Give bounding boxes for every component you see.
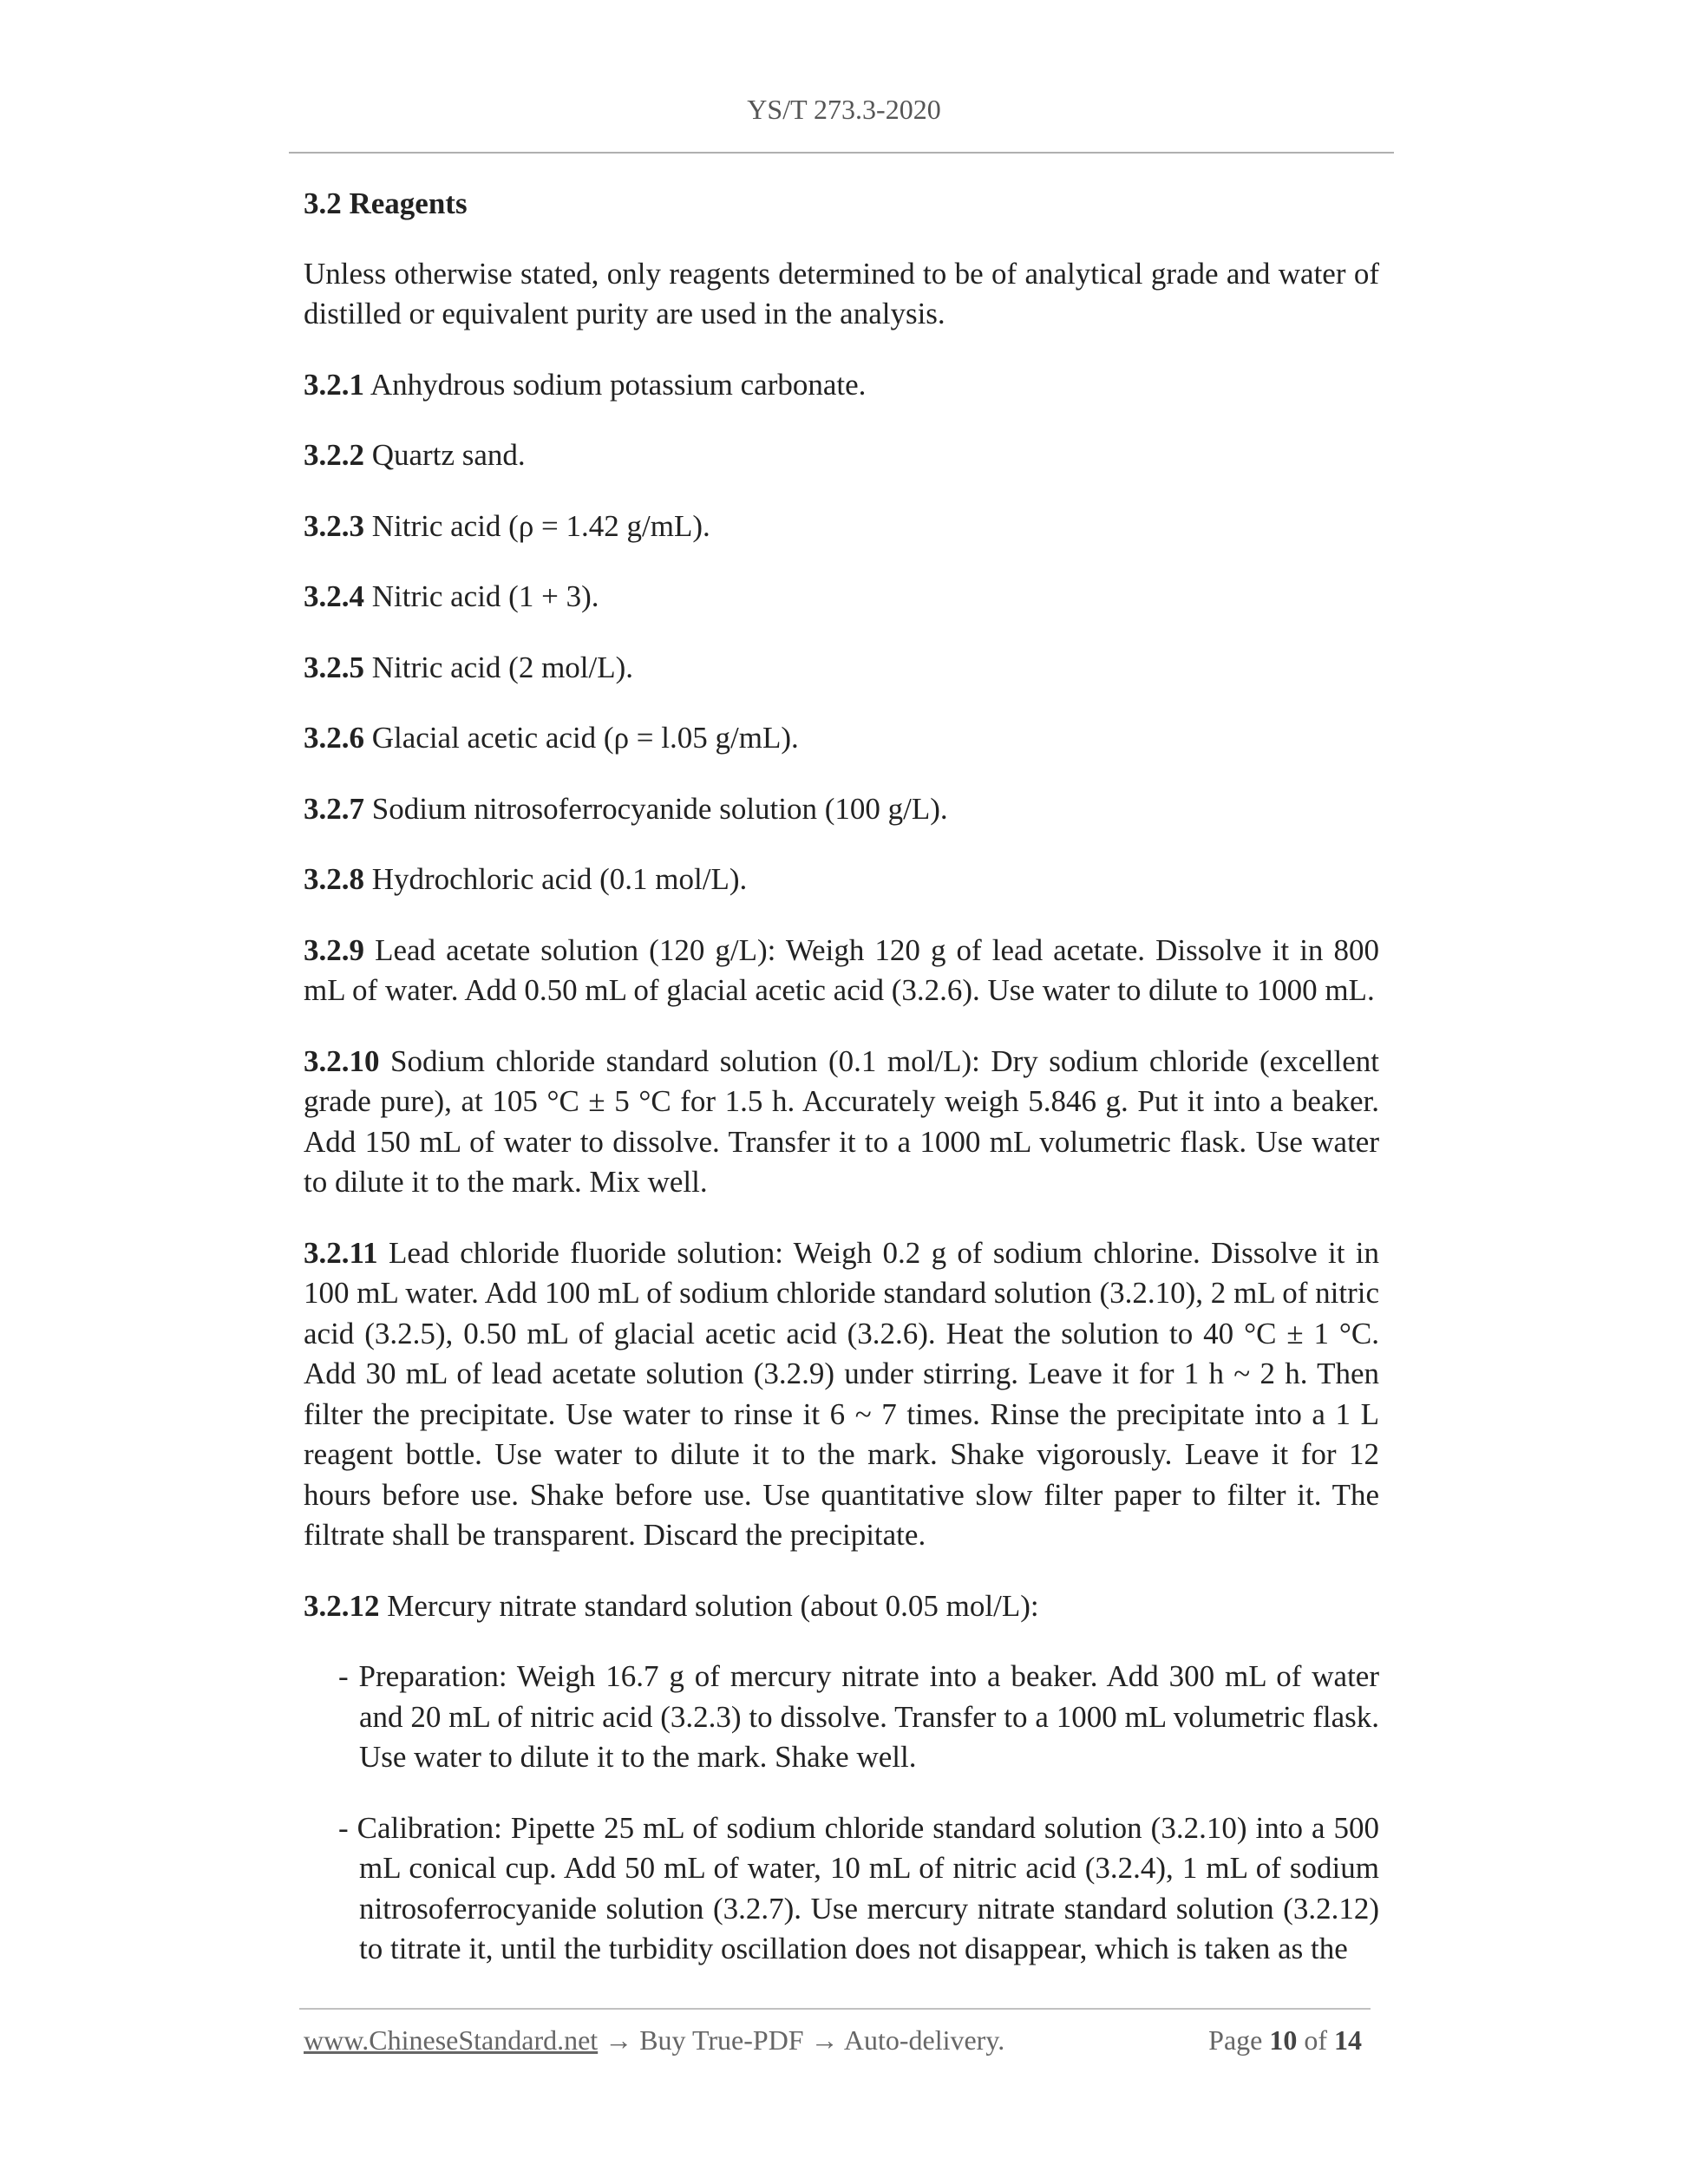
- page-number: 10: [1269, 2024, 1298, 2056]
- bullet-preparation: - Preparation: Weigh 16.7 g of mercury nitrate into a beaker. Add 300 mL of water and 20 mL of nitric acid (3.2.3) to dissolve. Transfer to a 1000 mL volumetric flask. Use water to dilute it to the mark. Shake well.: [338, 1659, 1379, 1774]
- item-text: Anhydrous sodium potassium carbonate.: [370, 367, 867, 402]
- footer-promo: [304, 2024, 1004, 2056]
- reagent-item: [304, 1586, 1379, 1627]
- arrow-icon: →: [605, 2024, 633, 2056]
- of-label: of: [1304, 2024, 1327, 2056]
- auto-delivery-text: Auto-delivery.: [843, 2024, 1005, 2056]
- item-text: Lead acetate solution (120 g/L): Weigh 120 g of lead acetate. Dissolve it in 800 mL of water. Add 0.50 mL of glacial acetic acid (3.2.6). Use water to dilute to 1000 mL.: [304, 932, 1379, 1007]
- item-text: Nitric acid (2 mol/L).: [371, 650, 634, 684]
- item-text: Sodium chloride standard solution (0.1 mol/L): Dry sodium chloride (excellent grade pure), at 105 °C ± 5 °C for 1.5 h. Accurately weigh 5.846 g. Put it into a beaker. Add 150 mL of water to dissolve. Transfer it to a 1000 mL volumetric flask. Use water to dilute it to the mark. Mix well.: [304, 1043, 1379, 1199]
- section-heading: 3.2 Reagents: [304, 186, 468, 220]
- item-text: Hydrochloric acid (0.1 mol/L).: [371, 862, 748, 896]
- page-indicator: [1208, 2024, 1362, 2056]
- item-number: 3.2.10: [304, 1043, 380, 1078]
- section-intro: Unless otherwise stated, only reagents determined to be of analytical grade and water of distilled or equivalent purity are used in the analysis.: [304, 256, 1379, 330]
- item-number: 3.2.9: [304, 932, 364, 967]
- reagent-item: [304, 1042, 1379, 1203]
- header-divider: [289, 152, 1394, 154]
- item-number: 3.2.1: [304, 367, 364, 402]
- item-number: 3.2.2: [304, 438, 364, 472]
- reagent-item: [304, 365, 1379, 406]
- footer-divider: [299, 2008, 1371, 2010]
- item-number: 3.2.4: [304, 579, 364, 613]
- item-number: 3.2.8: [304, 862, 364, 896]
- item-text: Quartz sand.: [371, 438, 526, 472]
- reagent-item: [304, 789, 1379, 830]
- item-number: 3.2.7: [304, 791, 364, 826]
- item-number: 3.2.12: [304, 1588, 380, 1623]
- reagent-item: [304, 577, 1379, 618]
- item-number: 3.2.5: [304, 650, 364, 684]
- arrow-icon: →: [810, 2024, 839, 2056]
- item-text: Glacial acetic acid (ρ = l.05 g/mL).: [371, 721, 799, 755]
- item-number: 3.2.11: [304, 1235, 378, 1270]
- reagent-item: [304, 931, 1379, 1011]
- bullet-calibration: - Calibration: Pipette 25 mL of sodium chloride standard solution (3.2.10) into a 500 mL conical cup. Add 50 mL of water, 10 mL of nitric acid (3.2.4), 1 mL of sodium nitrosoferrocyanide solution (3.2.7). Use mercury nitrate standard solution (3.2.12) to titrate it, until the turbidity oscillation does not disappear, which is taken as the: [338, 1810, 1379, 1965]
- item-text: Lead chloride fluoride solution: Weigh 0.2 g of sodium chlorine. Dissolve it in 100 mL water. Add 100 mL of sodium chloride standard solution (3.2.10), 2 mL of nitric acid (3.2.5), 0.50 mL of glacial acetic acid (3.2.6). Heat the solution to 40 °C ± 1 °C. Add 30 mL of lead acetate solution (3.2.9) under stirring. Leave it for 1 h ~ 2 h. Then filter the precipitate. Use water to rinse it 6 ~ 7 times. Rinse the precipitate into a 1 L reagent bottle. Use water to dilute it to the mark. Shake vigorously. Leave it for 12 hours before use. Shake before use. Use quantitative slow filter paper to filter it. The filtrate shall be transparent. Discard the precipitate.: [304, 1235, 1379, 1552]
- site-link[interactable]: www.ChineseStandard.net: [304, 2024, 599, 2056]
- page-total: 14: [1334, 2024, 1362, 2056]
- buy-pdf-text: Buy True-PDF: [639, 2024, 804, 2056]
- reagent-item: [304, 1233, 1379, 1556]
- reagent-item: [304, 718, 1379, 759]
- reagent-item: [304, 860, 1379, 900]
- item-number: 3.2.3: [304, 508, 364, 543]
- item-text: Sodium nitrosoferrocyanide solution (100 g/L).: [371, 791, 948, 826]
- item-text: Nitric acid (1 + 3).: [371, 579, 599, 613]
- document-body: [304, 184, 1379, 2000]
- reagent-item: [304, 507, 1379, 547]
- item-text: Mercury nitrate standard solution (about 0.05 mol/L):: [387, 1588, 1039, 1623]
- reagent-item: [304, 435, 1379, 476]
- item-number: 3.2.6: [304, 721, 364, 755]
- page-label: Page: [1208, 2024, 1263, 2056]
- document-id-header: YS/T 273.3-2020: [747, 94, 941, 125]
- item-text: Nitric acid (ρ = 1.42 g/mL).: [371, 508, 710, 543]
- reagent-item: [304, 648, 1379, 689]
